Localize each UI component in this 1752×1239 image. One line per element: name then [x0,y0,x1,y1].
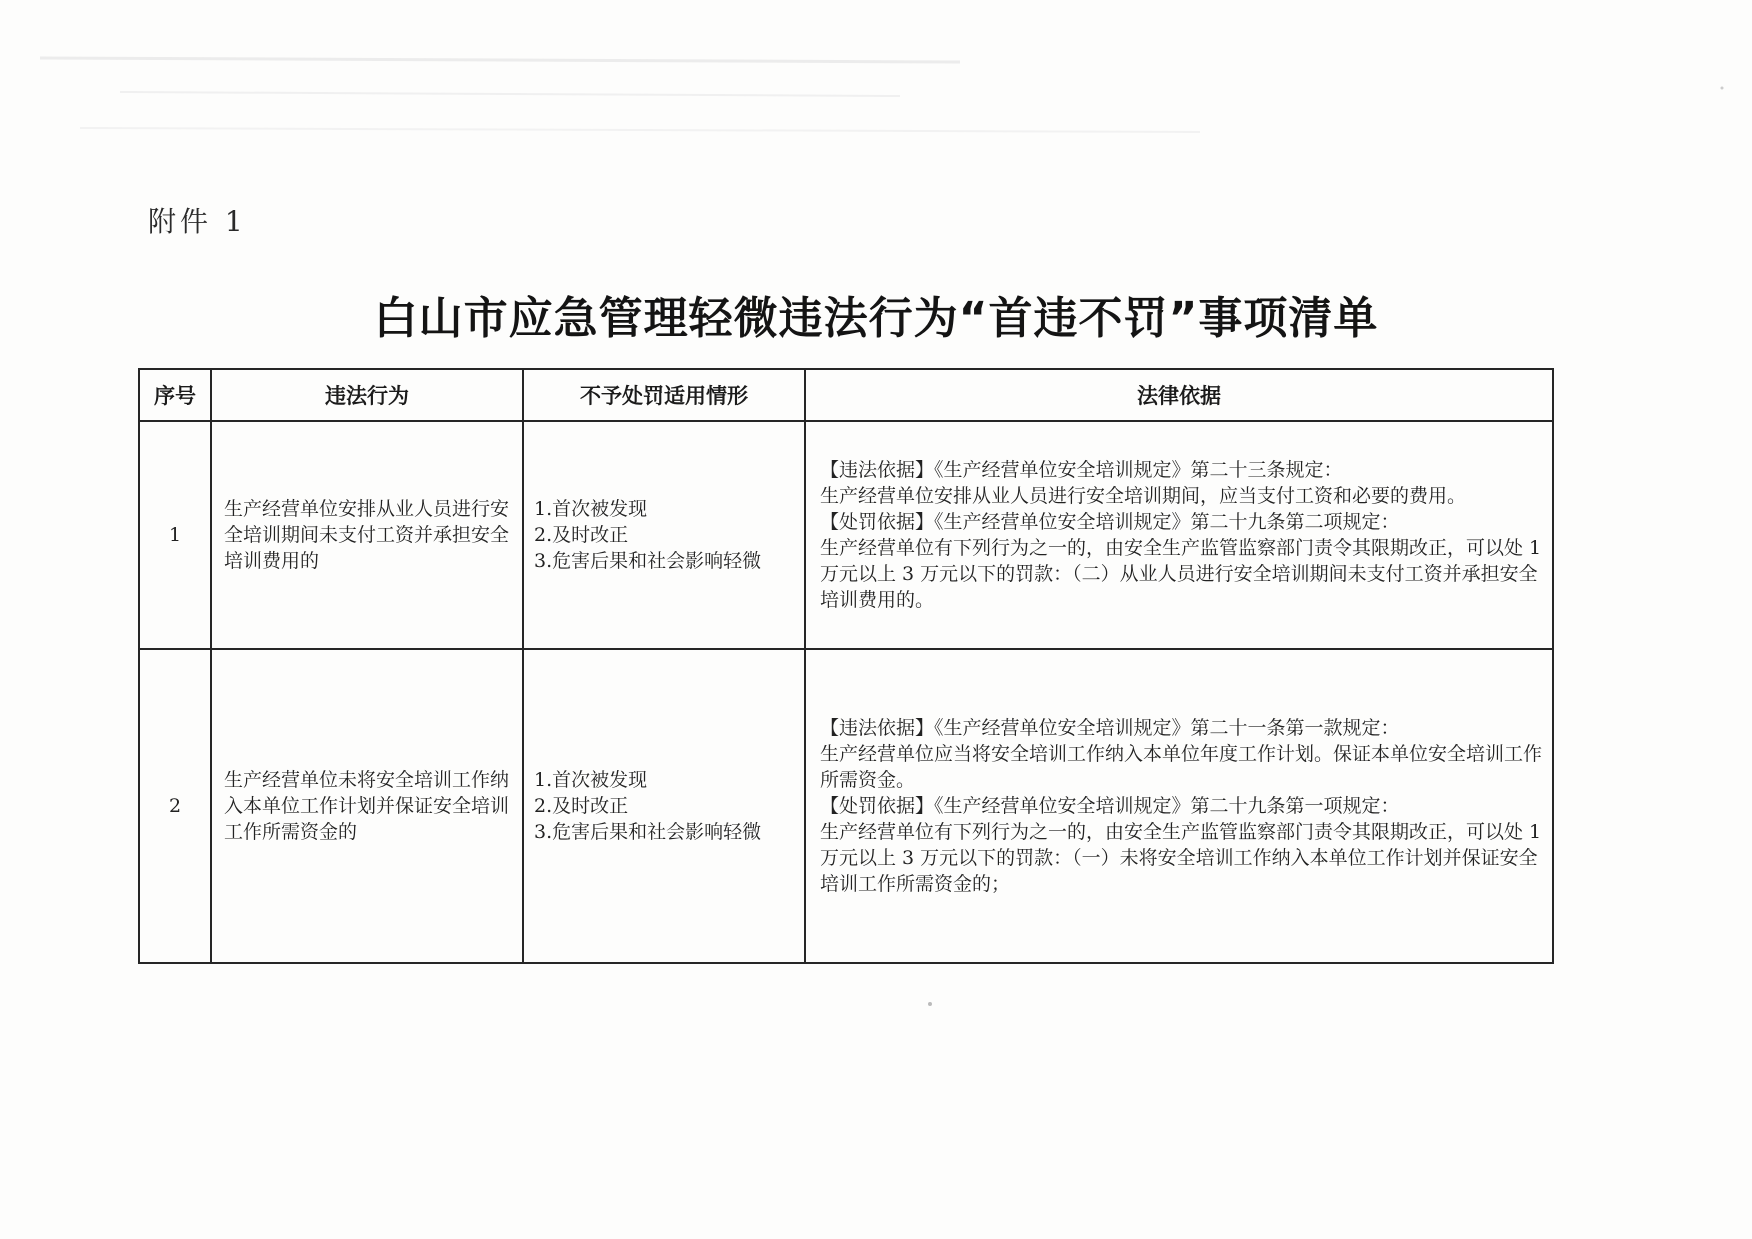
row-situations [523,649,805,963]
matters-table [138,368,1554,964]
violation-basis-text: 生产经营单位应当将安全培训工作纳入本单位年度工作计划。保证本单位安全培训工作所需资金。 [820,743,1543,791]
penalty-basis-text: 生产经营单位有下列行为之一的，由安全生产监管监察部门责令其限期改正，可以处 1 万元以上 3 万元以下的罚款：（二）从业人员进行安全培训期间未支付工资并承担安全培训费用的。 [820,537,1542,611]
penalty-basis [820,793,1542,897]
header-basis: 法律依据 [805,369,1553,421]
row-seq: 2 [139,649,211,963]
row-behavior: 生产经营单位未将安全培训工作纳入本单位工作计划并保证安全培训工作所需资金的 [211,649,523,963]
row-situations [523,421,805,649]
violation-basis-text: 生产经营单位安排从业人员进行安全培训期间，应当支付工资和必要的费用。 [820,485,1467,507]
row-seq: 1 [139,421,211,649]
penalty-basis [820,509,1542,613]
situation-item: 1.首次被发现 [534,498,648,520]
situation-item: 3.危害后果和社会影响轻微 [534,821,762,843]
table-header-row [139,369,1553,421]
header-situations: 不予处罚适用情形 [523,369,805,421]
table-row [139,421,1553,649]
header-seq: 序号 [139,369,211,421]
violation-basis [820,457,1542,509]
violation-basis [820,715,1542,793]
situation-item: 2.及时改正 [534,524,629,546]
table-row [139,649,1553,963]
document-title: 白山市应急管理轻微违法行为“首违不罚”事项清单 [373,293,1379,344]
penalty-basis-text: 生产经营单位有下列行为之一的，由安全生产监管监察部门责令其限期改正，可以处 1 万元以上 3 万元以下的罚款：（一）未将安全培训工作纳入本单位工作计划并保证安全培训工作所需资金的； [820,821,1542,895]
situation-item: 1.首次被发现 [534,769,648,791]
matters-table-wrap [138,368,1554,964]
row-legal-basis [805,649,1553,963]
violation-basis-head: 【违法依据】《生产经营单位安全培训规定》第二十一条第一款规定： [820,717,1400,739]
situation-item: 3.危害后果和社会影响轻微 [534,550,762,572]
penalty-basis-head: 【处罚依据】《生产经营单位安全培训规定》第二十九条第一项规定： [820,795,1400,817]
row-legal-basis [805,421,1553,649]
row-behavior: 生产经营单位安排从业人员进行安全培训期间未支付工资并承担安全培训费用的 [211,421,523,649]
violation-basis-head: 【违法依据】《生产经营单位安全培训规定》第二十三条规定： [820,459,1343,481]
attachment-label: 附件 1 [148,205,247,238]
header-behavior: 违法行为 [211,369,523,421]
penalty-basis-head: 【处罚依据】《生产经营单位安全培训规定》第二十九条第二项规定： [820,511,1400,533]
situation-item: 2.及时改正 [534,795,629,817]
